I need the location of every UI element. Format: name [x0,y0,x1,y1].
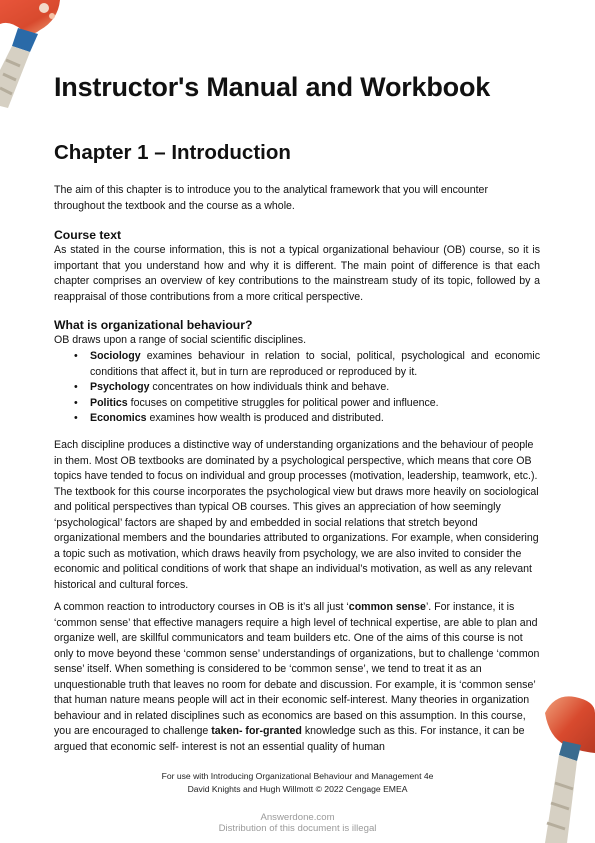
watermark-site: Answerdone.com [260,812,335,823]
list-item-term: Sociology [90,350,141,362]
emphasis-text: taken- for-granted [211,725,302,737]
course-text-paragraph: As stated in the course information, this is not a typical organizational behaviour (OB) course, so it is important that you understand how and why it is different. The main point of difference is that each chapter comprises an overview of key contributions to the mainstream study of its topic, followed by a reappraisal of those contributions from a more critical perspective. [54,244,540,303]
emphasis-text: common sense [348,601,426,613]
page-footer [0,770,595,795]
document-title: Instructor's Manual and Workbook [54,72,491,102]
disciplines-paragraph: Each discipline produces a distinctive way of understanding organizations and the behaviour of people in them. Most OB textbooks are dominated by a psychological perspective, which means that core OB topics have tended to focus on individual and group processes (motivation, leadership, teamwork, etc.). The textbook for this course incorporates the psychological view but draws more heavily on sociological and political perspectives than typical OB courses. This gives an appreciation of how seemingly ‘psychological’ factors are shaped by and embedded in social relations that stretch beyond organizational members and the boundaries attributed to organizations. For example, when considering a topic such as motivation, which draws heavily from psychology, we are also invited to consider the economic and political conditions of work that shape an individual’s motivation, as well as any relevant historical and cultural forces. [54,439,539,591]
list-item [54,380,540,396]
watermark [0,812,595,834]
section-heading-course-text: Course text [54,228,122,242]
list-item [54,411,540,427]
intro-paragraph: The aim of this chapter is to introduce you to the analytical framework that you will encounter throughout the textbook and the course as a whole. [54,184,488,212]
list-item [54,349,540,380]
ob-lead-text: OB draws upon a range of social scientific disciplines. [54,334,307,346]
list-item-text: examines how wealth is produced and distributed. [146,412,384,424]
footer-copyright: David Knights and Hugh Willmott © 2022 Cengage EMEA [187,783,408,794]
list-item-text: focuses on competitive struggles for political power and influence. [127,396,439,409]
list-item-text: concentrates on how individuals think and behave. [149,381,390,393]
discipline-list [54,349,540,427]
text-run: ’. For instance, it is ‘common sense’ that effective managers require a high level of technical expertise, are able to plan and organize well, are skillful communicators and team builders etc. One of the aims of this course is not only to move beyond these ‘common sense’ understandings of organizations, but to challenge ‘common sense’ itself. When something is considered to be ‘common sense’, we tend to treat it as an unquestionable truth that leaves no room for debate and discussion. For example, it is ‘common sense’ that human nature means people will act in their economic self-interest. Many theories in organization behaviour and in related disciplines such as economics are based on this assumption. In this course, you are encouraged to challenge [54,601,540,737]
text-run: knowledge such as this. For instance, it can be argued that economic self- interest is not an essential quality of human [54,725,525,753]
list-item-term: Psychology [90,381,150,393]
list-item-text: examines behaviour in relation to social, political, psychological and economic conditions that affect it, but in turn are reproduced or reproduced by it. [90,350,540,378]
list-item [54,396,540,412]
list-item-term: Economics [90,412,147,424]
chapter-heading: Chapter 1 – Introduction [54,141,291,164]
list-item-term: Politics [90,396,128,409]
common-sense-paragraph [54,600,540,755]
footer-book-title: For use with Introducing Organizational Behaviour and Management 4e [161,771,434,781]
watermark-notice: Distribution of this document is illegal [218,823,377,834]
section-heading-what-is-ob: What is organizational behaviour? [54,318,253,332]
text-run: A common reaction to introductory courses in OB is it’s all just ‘ [54,601,349,613]
